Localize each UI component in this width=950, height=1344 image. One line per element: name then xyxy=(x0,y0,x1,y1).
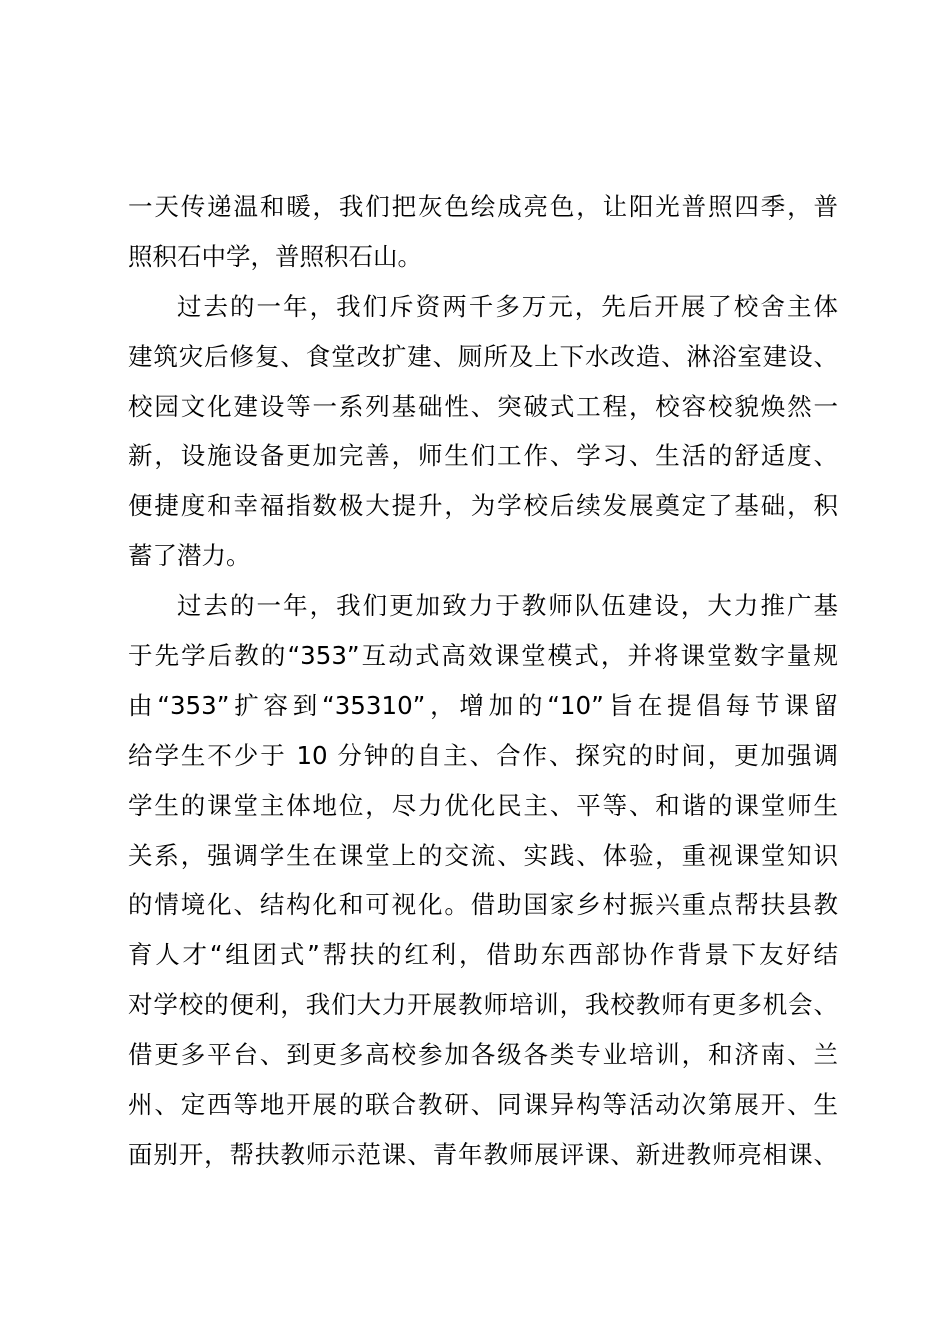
text-line: 过去的一年，我们更加致力于教师队伍建设，大力推广基 xyxy=(177,591,838,621)
text-line: 学生的课堂主体地位，尽力优化民主、平等、和谐的课堂师生 xyxy=(128,790,838,820)
text-line: 照积石中学，普照积石山。 xyxy=(128,241,422,271)
body-text xyxy=(128,182,838,1180)
text-line: 一天传递温和暖，我们把灰色绘成亮色，让阳光普照四季，普 xyxy=(128,192,838,221)
text-line: 新，设施设备更加完善，师生们工作、学习、生活的舒适度、 xyxy=(128,441,838,471)
text-line: 面别开，帮扶教师示范课、青年教师展评课、新进教师亮相课、 xyxy=(128,1139,838,1169)
text-line: 的情境化、结构化和可视化。借助国家乡村振兴重点帮扶县教 xyxy=(128,890,838,920)
text-line: 过去的一年，我们斥资两千多万元，先后开展了校舍主体 xyxy=(177,291,838,321)
text-line: 便捷度和幸福指数极大提升，为学校后续发展奠定了基础，积 xyxy=(128,491,838,521)
text-line: 给学生不少于 10 分钟的自主、合作、探究的时间，更加强调 xyxy=(128,740,838,770)
paragraph-1 xyxy=(128,182,838,282)
text-line: 借更多平台、到更多高校参加各级各类专业培训，和济南、兰 xyxy=(128,1040,838,1070)
text-line: 育人才“组团式”帮扶的红利，借助东西部协作背景下友好结 xyxy=(128,940,838,970)
text-line: 蓄了潜力。 xyxy=(128,541,251,571)
paragraph-2 xyxy=(128,282,838,581)
text-line: 州、定西等地开展的联合教研、同课异构等活动次第展开、生 xyxy=(128,1090,838,1120)
paragraph-3 xyxy=(128,581,838,1180)
text-line: 关系，强调学生在课堂上的交流、实践、体验，重视课堂知识 xyxy=(128,840,838,870)
text-line: 校园文化建设等一系列基础性、突破式工程，校容校貌焕然一 xyxy=(128,391,838,421)
text-line: 建筑灾后修复、食堂改扩建、厕所及上下水改造、淋浴室建设、 xyxy=(128,341,838,371)
text-line: 由“353”扩容到“35310”，增加的“10”旨在提倡每节课留 xyxy=(128,690,838,720)
text-line: 于先学后教的“353”互动式高效课堂模式，并将课堂数字量规 xyxy=(128,641,838,671)
text-line: 对学校的便利，我们大力开展教师培训，我校教师有更多机会、 xyxy=(128,990,838,1020)
